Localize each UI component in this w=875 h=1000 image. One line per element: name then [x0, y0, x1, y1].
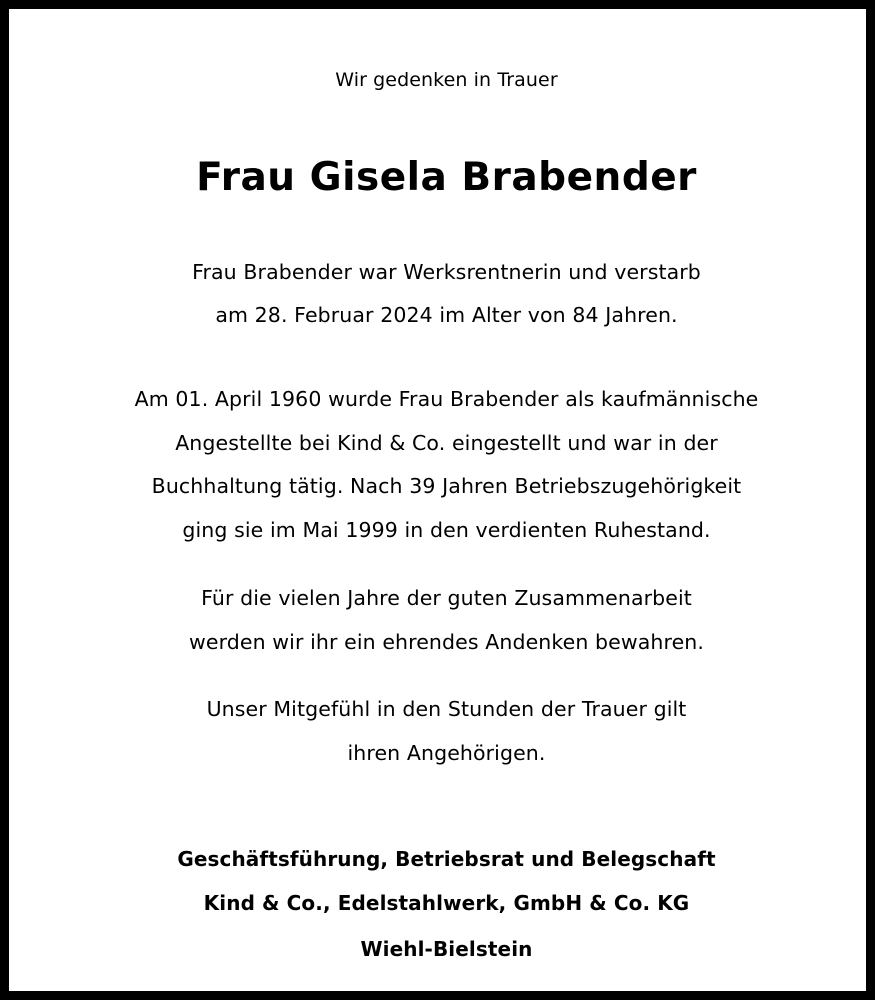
- text-line: Am 01. April 1960 wurde Frau Brabender als kaufmännische: [134, 387, 759, 411]
- text-line: Unser Mitgefühl in den Stunden der Trauer gilt: [206, 697, 687, 721]
- text-line: Frau Brabender war Werksrentnerin und verstarb: [192, 260, 701, 284]
- text-line: werden wir ihr ein ehrendes Andenken bewahren.: [189, 630, 704, 654]
- signature-line: Geschäftsführung, Betriebsrat und Belegschaft: [177, 847, 716, 871]
- text-line: Für die vielen Jahre der guten Zusammenarbeit: [201, 586, 692, 610]
- deceased-name: Frau Gisela Brabender: [196, 155, 697, 200]
- signature-line: Wiehl-Bielstein: [360, 937, 533, 961]
- text-line: am 28. Februar 2024 im Alter von 84 Jahren.: [215, 303, 678, 327]
- text-line: ihren Angehörigen.: [347, 741, 546, 765]
- text-line: Angestellte bei Kind & Co. eingestellt und war in der: [175, 431, 718, 455]
- text-line: Buchhaltung tätig. Nach 39 Jahren Betriebszugehörigkeit: [151, 474, 742, 498]
- notice-heading: Wir gedenken in Trauer: [335, 69, 558, 91]
- signature-line: Kind & Co., Edelstahlwerk, GmbH & Co. KG: [203, 891, 690, 915]
- text-line: ging sie im Mai 1999 in den verdienten Ruhestand.: [182, 518, 711, 542]
